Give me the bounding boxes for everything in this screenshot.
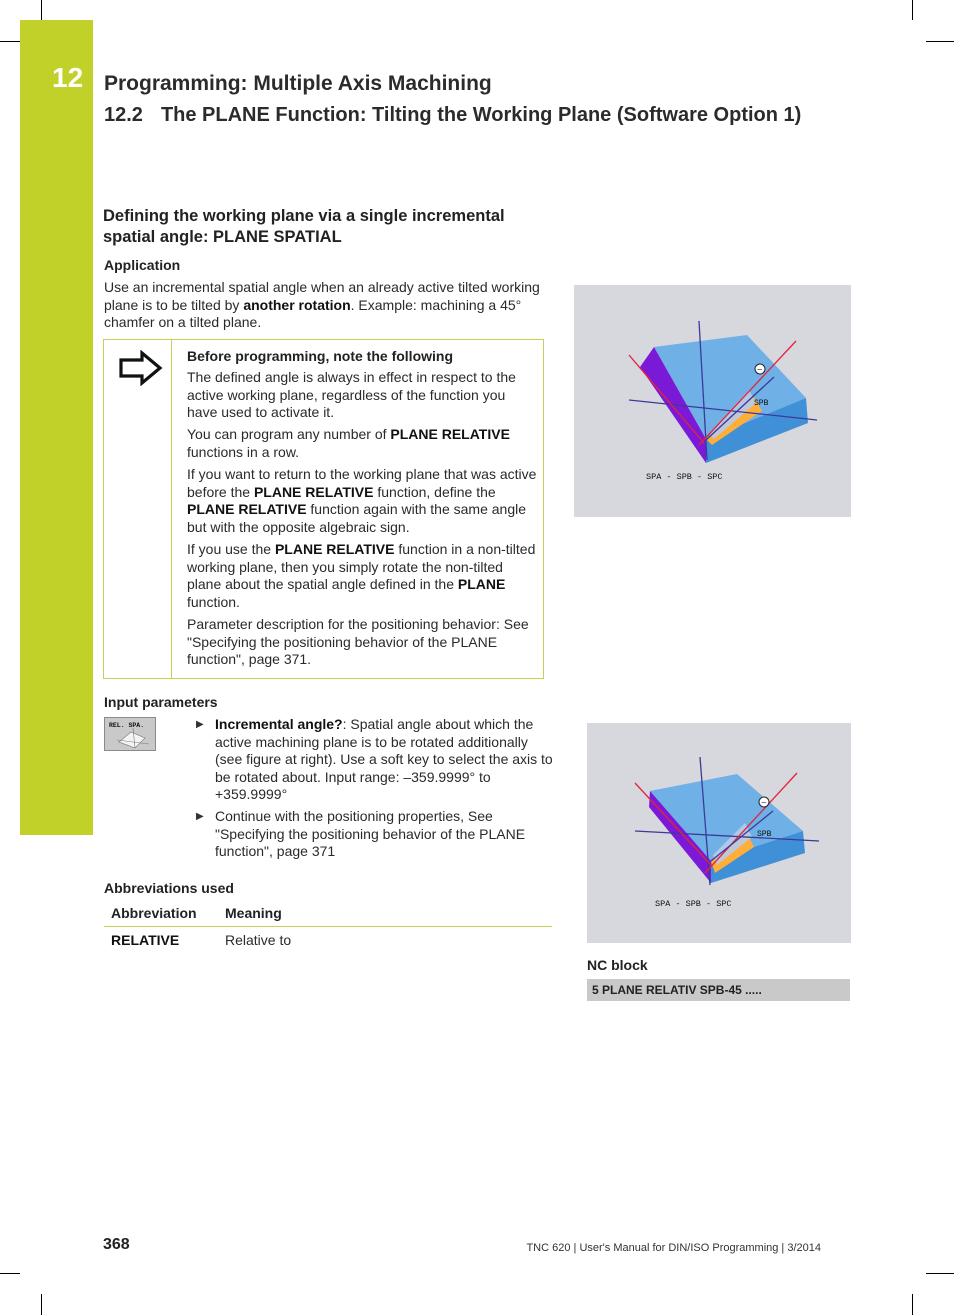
note-paragraph-3 bbox=[187, 466, 537, 536]
table-row bbox=[104, 927, 552, 954]
arrow-right-icon bbox=[118, 350, 164, 386]
crop-mark bbox=[0, 41, 20, 42]
code-run: PLANE bbox=[457, 576, 506, 592]
application-heading: Application bbox=[104, 257, 181, 273]
chapter-number: 12 bbox=[52, 62, 84, 93]
note-paragraph-2 bbox=[187, 426, 537, 461]
code-run: PLANE RELATIVE bbox=[274, 541, 395, 557]
text-run: Use an incremental spatial angle when an already active tilted working plane is to be tilted by bbox=[104, 279, 540, 313]
text-run: functions in a row. bbox=[187, 443, 300, 460]
crop-mark bbox=[912, 1294, 913, 1315]
figure-caption-2: SPA - SPB - SPC bbox=[655, 899, 732, 909]
nc-block-heading: NC block bbox=[587, 957, 648, 973]
figure-plane-spatial-2 bbox=[587, 723, 851, 943]
bullet-arrow-icon: ▶ bbox=[196, 811, 204, 822]
table-cell: Relative to bbox=[225, 932, 292, 948]
softkey-label: REL. SPA. bbox=[109, 722, 145, 729]
figure-label-spb: SPB bbox=[757, 830, 772, 839]
figure-plane-spatial-1 bbox=[574, 285, 851, 517]
note-paragraph-4 bbox=[187, 541, 537, 611]
text-run: If you use the bbox=[187, 541, 275, 557]
figure-illustration bbox=[574, 285, 851, 517]
crop-mark bbox=[41, 1294, 42, 1315]
section-heading bbox=[104, 104, 801, 127]
table-header-row bbox=[104, 901, 552, 927]
softkey-graphic bbox=[105, 718, 155, 750]
text-run: You can program any number of bbox=[187, 426, 391, 442]
section-title: The PLANE Function: Tilting the Working Plane (Software Option 1) bbox=[160, 104, 802, 126]
text-run: function in a non-tilted working plane, then you simply rotate the non-tilted plane about the spatial angle defined in the bbox=[187, 541, 536, 592]
crop-mark bbox=[41, 0, 42, 20]
footer-text: TNC 620 | User's Manual for DIN/ISO Programming | 3/2014 bbox=[526, 1242, 821, 1254]
figure-illustration bbox=[587, 723, 851, 943]
softkey-rel-spa[interactable] bbox=[104, 717, 156, 751]
text-run: function, define the bbox=[373, 483, 496, 500]
section-number: 12.2 bbox=[104, 104, 143, 126]
input-item-positioning: Continue with the positioning properties, See "Specifying the positioning behavior of the PLANE function", page 371 bbox=[215, 808, 526, 859]
crop-mark bbox=[926, 1273, 954, 1274]
text-run: function. bbox=[187, 593, 240, 610]
crop-mark bbox=[0, 1273, 20, 1274]
bullet-arrow-icon: ▶ bbox=[196, 719, 204, 730]
text-run: function again with the same angle but with the opposite algebraic sign. bbox=[187, 501, 527, 535]
application-paragraph bbox=[104, 279, 544, 332]
text-run: : Spatial angle about which the active machining plane is to be rotated additionally (see figure at right). Use a soft key to select the axis to be rotated about. Input range: –359.9999° to +359.9999° bbox=[215, 716, 553, 802]
abbreviations-heading: Abbreviations used bbox=[104, 880, 234, 896]
figure-label-spb: SPB bbox=[754, 399, 769, 408]
note-divider bbox=[171, 339, 172, 679]
note-heading: Before programming, note the following bbox=[187, 348, 453, 364]
text-run: . Example: machining a 45° chamfer on a tilted plane. bbox=[104, 296, 522, 330]
page-number: 368 bbox=[103, 1236, 130, 1253]
abbreviations-table bbox=[104, 901, 552, 953]
bold-run: another rotation bbox=[243, 296, 351, 313]
text-run: If you want to return to the working plane that was active before the bbox=[187, 466, 537, 500]
chapter-title: Programming: Multiple Axis Machining bbox=[104, 72, 492, 95]
code-run: PLANE RELATIVE bbox=[253, 483, 374, 500]
input-item-incremental-angle bbox=[215, 716, 555, 804]
figure-caption-1: SPA - SPB - SPC bbox=[646, 472, 723, 482]
bold-run: Incremental angle? bbox=[215, 716, 343, 732]
table-cell: RELATIVE bbox=[111, 932, 180, 948]
code-run: PLANE RELATIVE bbox=[187, 501, 307, 517]
subsection-title: Defining the working plane via a single incremental spatial angle: PLANE SPATIAL bbox=[103, 207, 505, 246]
column-header: Meaning bbox=[218, 901, 552, 927]
code-run: PLANE RELATIVE bbox=[390, 426, 510, 442]
crop-mark bbox=[912, 0, 913, 20]
minus-sign: – bbox=[757, 364, 762, 374]
input-parameters-heading: Input parameters bbox=[104, 694, 218, 710]
chapter-tab bbox=[20, 20, 93, 835]
note-paragraph-5: Parameter description for the positioning behavior: See "Specifying the positioning behavior of the PLANE function", page 371. bbox=[187, 616, 529, 667]
note-paragraph-1: The defined angle is always in effect in respect to the active working plane, regardless of the function you have used to activate it. bbox=[187, 369, 516, 420]
nc-block-code: 5 PLANE RELATIV SPB-45 ..... bbox=[587, 979, 850, 1001]
column-header: Abbreviation bbox=[104, 901, 218, 927]
crop-mark bbox=[926, 41, 954, 42]
minus-sign: – bbox=[761, 797, 766, 807]
